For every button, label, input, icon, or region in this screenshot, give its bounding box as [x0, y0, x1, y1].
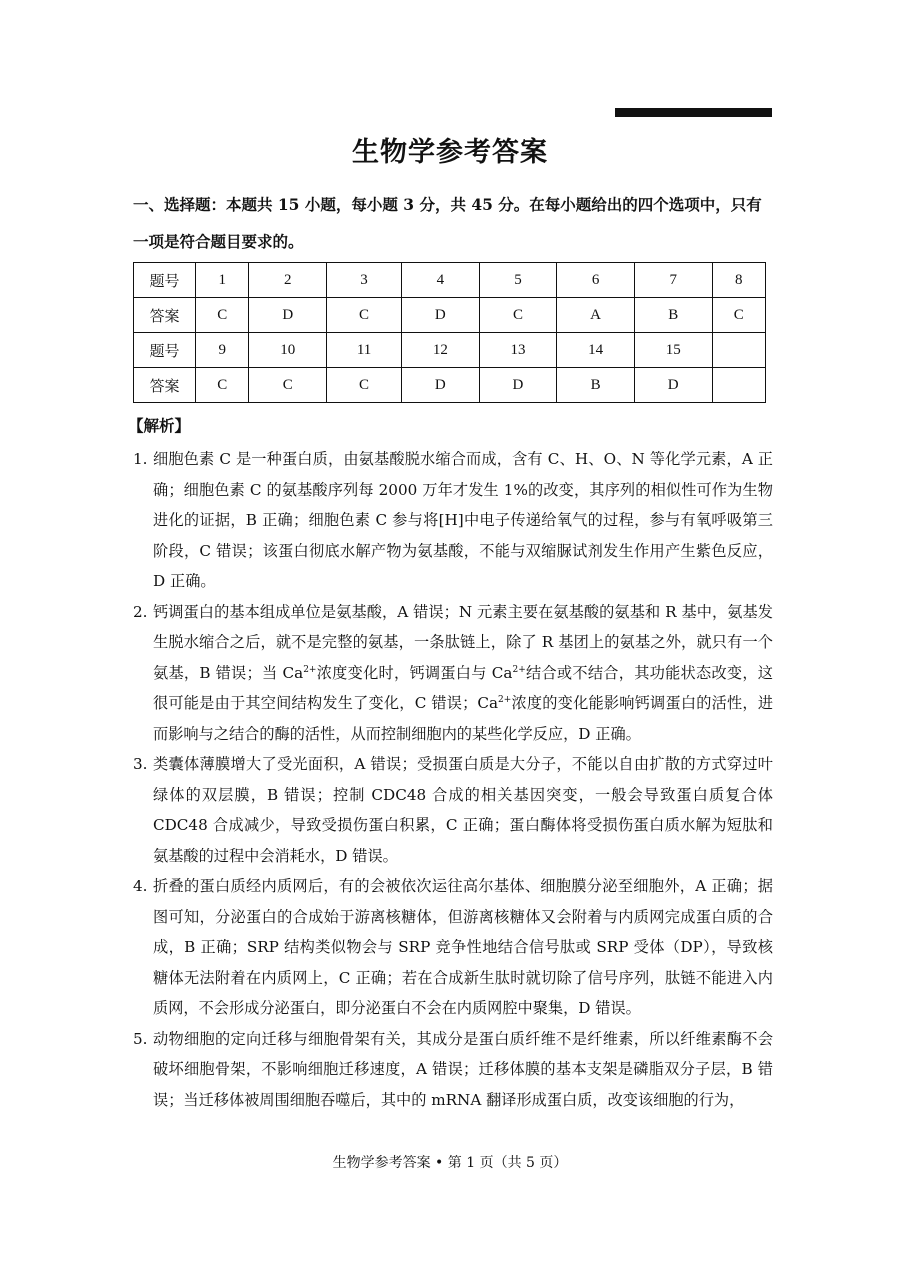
analysis-item-1 — [133, 444, 773, 597]
section-heading: 一、选择题：本题共 15 小题，每小题 3 分，共 45 分。在每小题给出的四个选项中，只有一项是符合题目要求的。 — [133, 195, 762, 251]
text-run: 浓度变化时，钙调蛋白与 Ca — [316, 663, 513, 682]
table-row-answers-2 — [134, 368, 766, 403]
table-cell: 6 — [557, 263, 635, 298]
table-cell: D — [249, 298, 327, 333]
row-label: 题号 — [134, 263, 196, 298]
table-cell: B — [557, 368, 635, 403]
table-cell: C — [327, 298, 402, 333]
item-number: 1. — [133, 450, 148, 468]
row-label: 答案 — [134, 368, 196, 403]
item-number: 4. — [133, 877, 148, 895]
table-cell: C — [196, 368, 249, 403]
table-cell — [712, 333, 765, 368]
item-number: 5. — [133, 1029, 148, 1048]
table-cell: D — [479, 368, 557, 403]
table-cell: 7 — [634, 263, 712, 298]
table-cell: 5 — [479, 263, 557, 298]
table-cell: 14 — [557, 333, 635, 368]
table-cell: D — [402, 368, 480, 403]
page-footer: 生物学参考答案 • 第 1 页（共 5 页） — [332, 1155, 568, 1171]
item-text: 类囊体薄膜增大了受光面积，A 错误；受损蛋白质是大分子，不能以自由扩散的方式穿过叶绿体的双层膜，B 错误；控制 CDC48 合成的相关基因突变，一般会导致蛋白质复合体 CDC48 合成减少，导致受损伤蛋白积累，C 正确；蛋白酶体将受损伤蛋白质水解为短肽和氨基酸的过程中会消耗水，D 错误。 — [153, 755, 773, 865]
analysis-heading: 【解析】 — [128, 416, 191, 435]
item-number: 3. — [133, 755, 148, 773]
analysis-item-5 — [133, 1024, 773, 1116]
answer-table — [133, 262, 766, 403]
item-text: 细胞色素 C 是一种蛋白质，由氨基酸脱水缩合而成，含有 C、H、O、N 等化学元素，A 正确；细胞色素 C 的氨基酸序列每 2000 万年才发生 1%的改变，其序列的相似性可作为生物进化的证据，B 正确；细胞色素 C 参与将[H]中电子传递给氧气的过程，参与有氧呼吸第三阶段，C 错误；该蛋白彻底水解产物为氨基酸，不能与双缩脲试剂发生作用产生紫色反应，D 正确。 — [153, 450, 773, 590]
superscript: 2+ — [303, 664, 317, 675]
table-cell: 11 — [327, 333, 402, 368]
header-rule — [615, 108, 772, 117]
text-run: 浓度的变化能影响钙调蛋白的活性，进而影响与之结合的酶的活性，从而控制细胞内的某些化学反应，D 正确。 — [153, 694, 774, 743]
table-cell: 12 — [402, 333, 480, 368]
table-cell: 13 — [479, 333, 557, 368]
table-cell: C — [712, 298, 765, 333]
row-label: 题号 — [134, 333, 196, 368]
table-row-numbers-2 — [134, 333, 766, 368]
analysis-item-2 — [133, 597, 773, 750]
table-cell: 1 — [196, 263, 249, 298]
table-cell — [712, 368, 765, 403]
table-cell: 9 — [196, 333, 249, 368]
table-cell: C — [479, 298, 557, 333]
text-run: 结合或不结合，其功能状态改变，这很可能是由于其空间结构发生了变化，C 错误；Ca — [153, 663, 773, 712]
table-cell: 3 — [327, 263, 402, 298]
text-run: 钙调蛋白的基本组成单位是氨基酸，A 错误；N 元素主要在氨基酸的氨基和 R 基中，氨基发生脱水缩合之后，就不是完整的氨基，一条肽链上，除了 R 基团上的氨基之外，就只有一个氨基，B 错误；当 Ca — [153, 602, 773, 682]
page-title: 生物学参考答案 — [352, 137, 548, 168]
item-text: 动物细胞的定向迁移与细胞骨架有关，其成分是蛋白质纤维不是纤维素，所以纤维素酶不会破坏细胞骨架，不影响细胞迁移速度，A 错误；迁移体膜的基本支架是磷脂双分子层，B 错误；当迁移体被周围细胞吞噬后，其中的 mRNA 翻译形成蛋白质，改变该细胞的行为， — [153, 1029, 773, 1109]
table-row-answers-1 — [134, 298, 766, 333]
table-cell: 10 — [249, 333, 327, 368]
analysis-item-3 — [133, 749, 773, 871]
table-cell: D — [402, 298, 480, 333]
table-cell: 8 — [712, 263, 765, 298]
table-row-numbers-1 — [134, 263, 766, 298]
row-label: 答案 — [134, 298, 196, 333]
table-cell: 15 — [634, 333, 712, 368]
table-cell: C — [249, 368, 327, 403]
item-text — [153, 597, 773, 750]
superscript: 2+ — [498, 694, 512, 705]
superscript: 2+ — [512, 664, 526, 675]
table-cell: D — [634, 368, 712, 403]
table-cell: 2 — [249, 263, 327, 298]
item-text: 折叠的蛋白质经内质网后，有的会被依次运往高尔基体、细胞膜分泌至细胞外，A 正确；据图可知，分泌蛋白的合成始于游离核糖体，但游离核糖体又会附着与内质网完成蛋白质的合成，B 正确；SRP 结构类似物会与 SRP 竞争性地结合信号肽或 SRP 受体（DP），导致核糖体无法附着在内质网上，C 正确；若在合成新生肽时就切除了信号序列，肽链不能进入内质网，不会形成分泌蛋白，即分泌蛋白不会在内质网腔中聚集，D 错误。 — [153, 877, 773, 1017]
analysis-item-4 — [133, 871, 773, 1024]
analysis-list — [133, 444, 773, 1115]
table-cell: C — [196, 298, 249, 333]
table-cell: B — [634, 298, 712, 333]
table-cell: 4 — [402, 263, 480, 298]
table-cell: A — [557, 298, 635, 333]
item-number: 2. — [133, 602, 148, 621]
table-cell: C — [327, 368, 402, 403]
